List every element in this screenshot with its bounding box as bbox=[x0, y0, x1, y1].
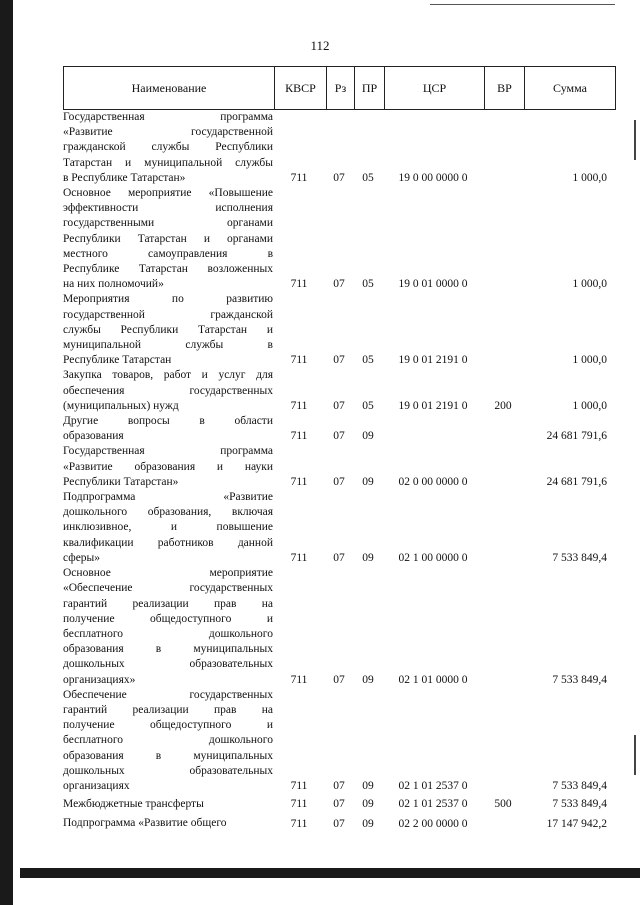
row-name-line: образования в муниципальных bbox=[63, 643, 273, 656]
row-name-line: Государственная программа bbox=[63, 111, 273, 123]
row-name-line: «Развитие образования и науки bbox=[63, 460, 273, 473]
row-rz: 07 bbox=[333, 673, 345, 686]
row-csr: 02 1 01 2537 0 bbox=[398, 798, 468, 811]
row-rz: 07 bbox=[333, 430, 345, 443]
row-name bbox=[63, 110, 273, 186]
row-kvsr: 711 bbox=[290, 354, 308, 367]
header-kvsr: КВСР bbox=[285, 81, 316, 95]
row-name-line: получение общедоступного и bbox=[63, 612, 273, 625]
row-name-line: дошкольных образовательных bbox=[63, 658, 273, 671]
row-csr: 02 2 00 0000 0 bbox=[398, 817, 468, 830]
row-name-line: Республике Татарстан bbox=[63, 354, 172, 367]
row-name bbox=[63, 566, 273, 688]
row-pr: 09 bbox=[362, 552, 374, 565]
row-sum: 24 681 791,6 bbox=[546, 476, 607, 489]
row-name-line: бесплатного дошкольного bbox=[63, 627, 273, 640]
table-row bbox=[63, 110, 616, 186]
row-rz: 07 bbox=[333, 780, 345, 793]
row-csr: 02 1 00 0000 0 bbox=[398, 552, 468, 565]
row-name-line: дошкольного образования, включая bbox=[63, 506, 273, 519]
row-pr: 05 bbox=[362, 278, 374, 291]
row-pr: 09 bbox=[362, 798, 374, 811]
row-name-line: службы Республики Татарстан и bbox=[63, 323, 273, 336]
row-csr: 19 0 00 0000 0 bbox=[398, 172, 468, 185]
table-row bbox=[63, 292, 616, 368]
row-name-line: Татарстан и муниципальной службы bbox=[63, 156, 273, 169]
row-name-line: местного самоуправления в bbox=[63, 247, 273, 260]
row-name-line: «Развитие государственной bbox=[63, 126, 273, 139]
row-vr: 200 bbox=[494, 400, 512, 413]
row-sum: 17 147 942,2 bbox=[546, 817, 607, 830]
row-sum: 7 533 849,4 bbox=[552, 673, 607, 686]
row-name-line: государственной гражданской bbox=[63, 308, 273, 321]
row-name-line: квалификации работников данной bbox=[63, 536, 273, 549]
row-rz: 07 bbox=[333, 476, 345, 489]
header-csr: ЦСР bbox=[422, 81, 447, 95]
table-header bbox=[63, 66, 616, 110]
row-name-line: муниципальной службы в bbox=[63, 339, 273, 352]
row-sum: 1 000,0 bbox=[572, 172, 607, 185]
row-kvsr: 711 bbox=[290, 673, 308, 686]
row-pr: 09 bbox=[362, 817, 374, 830]
table-row bbox=[63, 797, 616, 812]
row-name-line: Республики Татарстан и органами bbox=[63, 232, 273, 245]
table-row bbox=[63, 368, 616, 414]
row-name-line: гарантий реализации прав на bbox=[63, 703, 273, 716]
row-pr: 05 bbox=[362, 172, 374, 185]
right-scan-mark bbox=[634, 120, 636, 160]
row-csr: 02 0 00 0000 0 bbox=[398, 476, 468, 489]
row-sum: 24 681 791,6 bbox=[546, 430, 607, 443]
row-name-line: Республики Татарстан» bbox=[63, 475, 179, 488]
row-csr: 02 1 01 2537 0 bbox=[398, 780, 468, 793]
row-sum: 7 533 849,4 bbox=[552, 780, 607, 793]
row-kvsr: 711 bbox=[290, 278, 308, 291]
row-name-line: в Республике Татарстан» bbox=[63, 171, 186, 184]
row-name-line: Основное мероприятие «Повышение bbox=[63, 187, 273, 200]
row-sum: 7 533 849,4 bbox=[552, 552, 607, 565]
row-name-line: образования в муниципальных bbox=[63, 749, 273, 762]
row-name-line: Подпрограмма «Развитие bbox=[63, 491, 273, 504]
table-row bbox=[63, 490, 616, 566]
row-name-line: дошкольных образовательных bbox=[63, 764, 273, 777]
row-name-line: организациях bbox=[63, 779, 130, 792]
row-kvsr: 711 bbox=[290, 780, 308, 793]
row-name-line: бесплатного дошкольного bbox=[63, 734, 273, 747]
row-name-line: Республике Татарстан возложенных bbox=[63, 263, 273, 276]
table-row bbox=[63, 566, 616, 688]
row-name-line: организациях» bbox=[63, 673, 136, 686]
row-name-line: эффективности исполнения bbox=[63, 202, 273, 215]
row-name bbox=[63, 688, 273, 794]
row-rz: 07 bbox=[333, 798, 345, 811]
row-pr: 09 bbox=[362, 673, 374, 686]
row-kvsr: 711 bbox=[290, 476, 308, 489]
row-sum: 1 000,0 bbox=[572, 400, 607, 413]
row-name-line: Основное мероприятие bbox=[63, 567, 273, 580]
row-kvsr: 711 bbox=[290, 430, 308, 443]
row-name-line: гражданской службы Республики bbox=[63, 141, 273, 154]
row-csr: 19 0 01 0000 0 bbox=[398, 278, 468, 291]
row-name-line: на них полномочий» bbox=[63, 278, 164, 291]
row-name bbox=[63, 797, 273, 812]
row-name-line: получение общедоступного и bbox=[63, 719, 273, 732]
row-name bbox=[63, 816, 273, 831]
table-row bbox=[63, 816, 616, 831]
row-kvsr: 711 bbox=[290, 552, 308, 565]
row-name bbox=[63, 186, 273, 292]
row-name-line: Обеспечение государственных bbox=[63, 688, 273, 701]
top-scan-rule bbox=[430, 4, 615, 5]
row-kvsr: 711 bbox=[290, 400, 308, 413]
row-pr: 05 bbox=[362, 400, 374, 413]
right-scan-mark bbox=[634, 735, 636, 775]
row-pr: 09 bbox=[362, 476, 374, 489]
row-name-line: Межбюджетные трансферты bbox=[63, 798, 204, 811]
row-name bbox=[63, 368, 273, 414]
row-vr: 500 bbox=[494, 798, 512, 811]
row-sum: 7 533 849,4 bbox=[552, 798, 607, 811]
row-kvsr: 711 bbox=[290, 798, 308, 811]
row-csr: 02 1 01 0000 0 bbox=[398, 673, 468, 686]
row-name-line: (муниципальных) нужд bbox=[63, 399, 179, 412]
row-rz: 07 bbox=[333, 354, 345, 367]
row-kvsr: 711 bbox=[290, 172, 308, 185]
header-rz: Рз bbox=[334, 81, 347, 95]
row-name-line: образования bbox=[63, 430, 124, 443]
row-name-line: Закупка товаров, работ и услуг для bbox=[63, 369, 273, 382]
row-csr: 19 0 01 2191 0 bbox=[398, 400, 468, 413]
table-row bbox=[63, 688, 616, 794]
row-name-line: Государственная программа bbox=[63, 445, 273, 458]
row-csr: 19 0 01 2191 0 bbox=[398, 354, 468, 367]
row-sum: 1 000,0 bbox=[572, 354, 607, 367]
row-rz: 07 bbox=[333, 278, 345, 291]
row-name-line: «Обеспечение государственных bbox=[63, 582, 273, 595]
table-row bbox=[63, 414, 616, 444]
row-name-line: гарантий реализации прав на bbox=[63, 597, 273, 610]
row-name-line: Подпрограмма «Развитие общего bbox=[63, 817, 227, 830]
row-name-line: государственными органами bbox=[63, 217, 273, 230]
row-rz: 07 bbox=[333, 400, 345, 413]
table-row bbox=[63, 186, 616, 292]
header-sum: Сумма bbox=[553, 81, 587, 95]
row-sum: 1 000,0 bbox=[572, 278, 607, 291]
row-kvsr: 711 bbox=[290, 817, 308, 830]
header-pr: ПР bbox=[361, 81, 378, 95]
row-name bbox=[63, 490, 273, 566]
page-number: 112 bbox=[310, 38, 330, 53]
row-name-line: сферы» bbox=[63, 551, 101, 564]
header-vr: ВР bbox=[497, 81, 512, 95]
row-name-line: инклюзивное, и повышение bbox=[63, 521, 273, 534]
row-pr: 05 bbox=[362, 354, 374, 367]
row-name-line: Другие вопросы в области bbox=[63, 415, 273, 428]
budget-table bbox=[63, 66, 616, 832]
header-name: Наименование bbox=[131, 81, 207, 95]
row-name bbox=[63, 414, 273, 444]
row-name-line: Мероприятия по развитию bbox=[63, 293, 273, 306]
left-scan-edge bbox=[0, 0, 13, 905]
table-body bbox=[63, 110, 616, 832]
row-rz: 07 bbox=[333, 552, 345, 565]
row-pr: 09 bbox=[362, 430, 374, 443]
row-name bbox=[63, 292, 273, 368]
row-name-line: обеспечения государственных bbox=[63, 384, 273, 397]
row-name bbox=[63, 444, 273, 490]
row-rz: 07 bbox=[333, 172, 345, 185]
bottom-scan-band bbox=[20, 868, 640, 878]
row-pr: 09 bbox=[362, 780, 374, 793]
row-rz: 07 bbox=[333, 817, 345, 830]
table-row bbox=[63, 444, 616, 490]
